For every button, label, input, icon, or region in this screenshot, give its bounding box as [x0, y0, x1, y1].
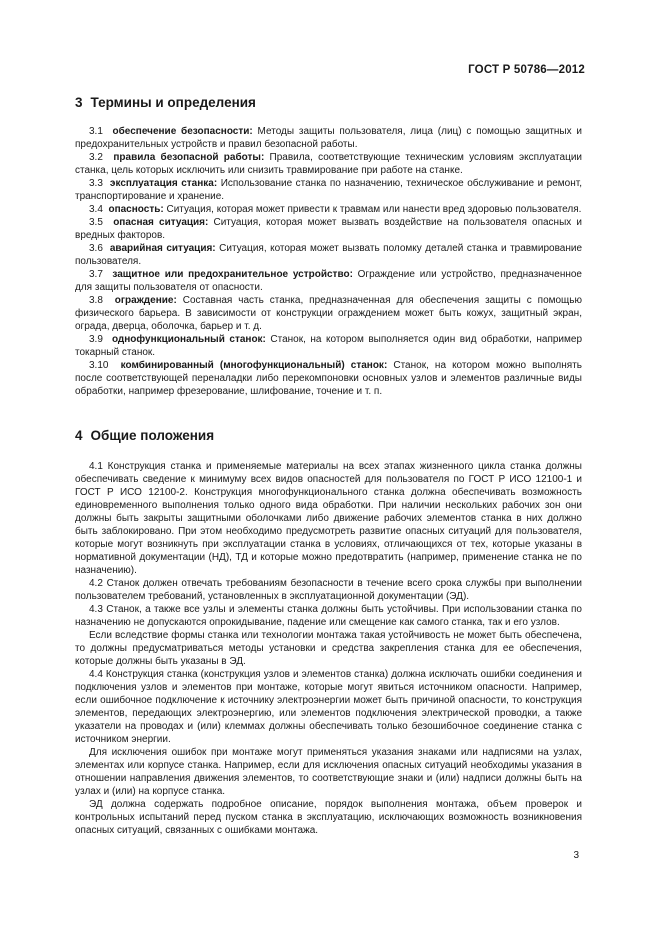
term-number: 3.7	[89, 269, 103, 280]
body-paragraph: ЭД должна содержать подробное описание, порядок выполнения монтажа, объем проверок и контрольных испытаний перед пуском станка в эксплуатацию, исключающих возможность возникновения опасных ситуаций, связанных с ошибками монтажа.	[75, 799, 582, 836]
body-paragraph: Для исключения ошибок при монтаже могут применяться указания знаками или надписями на узлах, элементах или корпусе станка. Например, если для исключения опасных ситуаций необходимы указания в отношении направления движения элементов, то соответствующие знаки и (или) надписи должны быть на узлах и (или) на корпусе станка.	[75, 747, 582, 797]
section-4-heading	[75, 428, 214, 443]
term-number: 3.6	[89, 243, 103, 254]
section-4-title: Общие положения	[90, 428, 215, 443]
term-definition: Методы защиты пользователя, лица (лиц) с помощью защитных и предохранительных устройств и правил безопасной работы.	[75, 126, 582, 150]
term-number: 3.3	[89, 178, 103, 189]
body-paragraph: Если вследствие формы станка или технологии монтажа такая устойчивость не может быть обеспечена, то должны предусматриваться методы установки и средства закрепления станка для ее обеспечения, которые должны быть указаны в ЭД.	[75, 630, 582, 667]
term-name: обеспечение безопасности:	[112, 126, 253, 137]
term-number: 3.1	[89, 126, 103, 137]
term-name: эксплуатация станка:	[109, 178, 218, 189]
term-paragraph	[75, 359, 582, 398]
term-definition: Ситуация, которая может вызвать воздействие на пользователя опасных и вредных факторов.	[75, 217, 582, 241]
term-name: опасная ситуация:	[113, 217, 209, 228]
term-name: защитное или предохранительное устройство:	[112, 269, 353, 280]
term-number: 3.10	[89, 360, 109, 371]
term-paragraph	[75, 294, 582, 333]
term-definition: Станок, на котором можно выполнять после соответствующей переналадки либо перекомпоновки основных узлов и элементов различные виды обработки, например фрезерование, шлифование, точение и т. п.	[75, 360, 582, 397]
term-number: 3.5	[89, 217, 103, 228]
body-paragraph: 4.2 Станок должен отвечать требованиям безопасности в течение всего срока службы при выполнении пользователем требований, установленных в эксплуатационной документации (ЭД).	[75, 578, 582, 602]
term-name: комбинированный (многофункциональный) станок:	[120, 360, 388, 371]
term-paragraph	[75, 151, 582, 177]
term-name: правила безопасной работы:	[113, 152, 265, 163]
term-number: 3.4	[89, 204, 103, 215]
term-definition: Правила, соответствующие техническим условиям эксплуатации станка, цель которых исключить или снизить травмирование при работе на станке.	[75, 152, 582, 176]
document-id: ГОСТ Р 50786—2012	[468, 64, 585, 76]
term-definition: Ситуация, которая может вызвать поломку деталей станка и травмирование пользователя.	[75, 243, 582, 267]
body-paragraph: 4.4 Конструкция станка (конструкция узлов и элементов станка) должна исключать ошибки соединения и подключения узлов и элементов при монтаже, которые могут явиться источником опасности. Например, если ошибочное подключение к источнику электроэнергии может быть причиной опасности, то конструкция элементов, передающих электроэнергию, или элементов подключения электрической проводки, а также указатели на проводах и (или) клеммах должны обеспечивать только безошибочное соединение станка с источником энергии.	[75, 669, 582, 745]
body-paragraph: 4.1 Конструкция станка и применяемые материалы на всех этапах жизненного цикла станка должны обеспечивать сведение к минимуму всех видов опасностей для пользователя по ГОСТ Р ИСО 12100-1 и ГОСТ Р ИСО 12100-2. Конструкция многофункционального станка должна обеспечивать возможность единовременного выполнения только одного вида обработки. При наличии нескольких рабочих зон они должны быть закрыты защитными оболочками либо движение рабочих элементов станка в них должно быть заблокировано. При этом необходимо предусмотреть развитие опасных ситуаций для пользователя, которые могут возникнуть при эксплуатации станка в условиях, отличающихся от тех, которые указаны в нормативной документации (НД), ТД и которые можно предотвратить (например, применение станка не по назначению).	[75, 461, 582, 576]
term-paragraph	[75, 125, 582, 151]
term-definition: Составная часть станка, предназначенная для обеспечения защиты с помощью физического барьера. В зависимости от конструкции ограждением может быть кожух, защитный экран, ограда, дверца, оболочка, барьер и т. д.	[75, 295, 582, 332]
term-number: 3.2	[89, 152, 103, 163]
term-definition: Станок, на котором выполняется один вид обработки, например токарный станок.	[75, 334, 583, 358]
section-3-heading	[75, 95, 256, 110]
term-definition: Ситуация, которая может привести к травмам или нанести вред здоровью пользователя.	[163, 204, 582, 215]
page-number: 3	[573, 850, 579, 861]
term-paragraph	[75, 203, 582, 216]
term-number: 3.8	[89, 295, 103, 306]
section-4-number: 4	[75, 428, 83, 443]
section-3-title: Термины и определения	[90, 95, 256, 110]
term-paragraph	[75, 177, 582, 203]
term-paragraph	[75, 216, 582, 242]
term-definition: Ограждение или устройство, предназначенное для защиты пользователя от опасности.	[75, 269, 582, 293]
term-definition: Использование станка по назначению, техническое обслуживание и ремонт, транспортирование и хранение.	[75, 178, 582, 202]
term-paragraph	[75, 333, 582, 359]
term-name: ограждение:	[114, 295, 177, 306]
section-3-number: 3	[75, 95, 83, 110]
term-name: опасность:	[108, 204, 164, 215]
term-paragraph	[75, 242, 582, 268]
term-name: аварийная ситуация:	[109, 243, 216, 254]
term-paragraph	[75, 268, 582, 294]
term-name: однофункциональный станок:	[111, 334, 266, 345]
section-4-body	[75, 460, 582, 837]
section-3-body	[75, 125, 582, 398]
body-paragraph: 4.3 Станок, а также все узлы и элементы станка должны быть устойчивы. При использовании станка по назначению не допускаются опрокидывание, падение или смещение как самого станка, так и его узлов.	[75, 604, 582, 628]
term-number: 3.9	[89, 334, 103, 345]
